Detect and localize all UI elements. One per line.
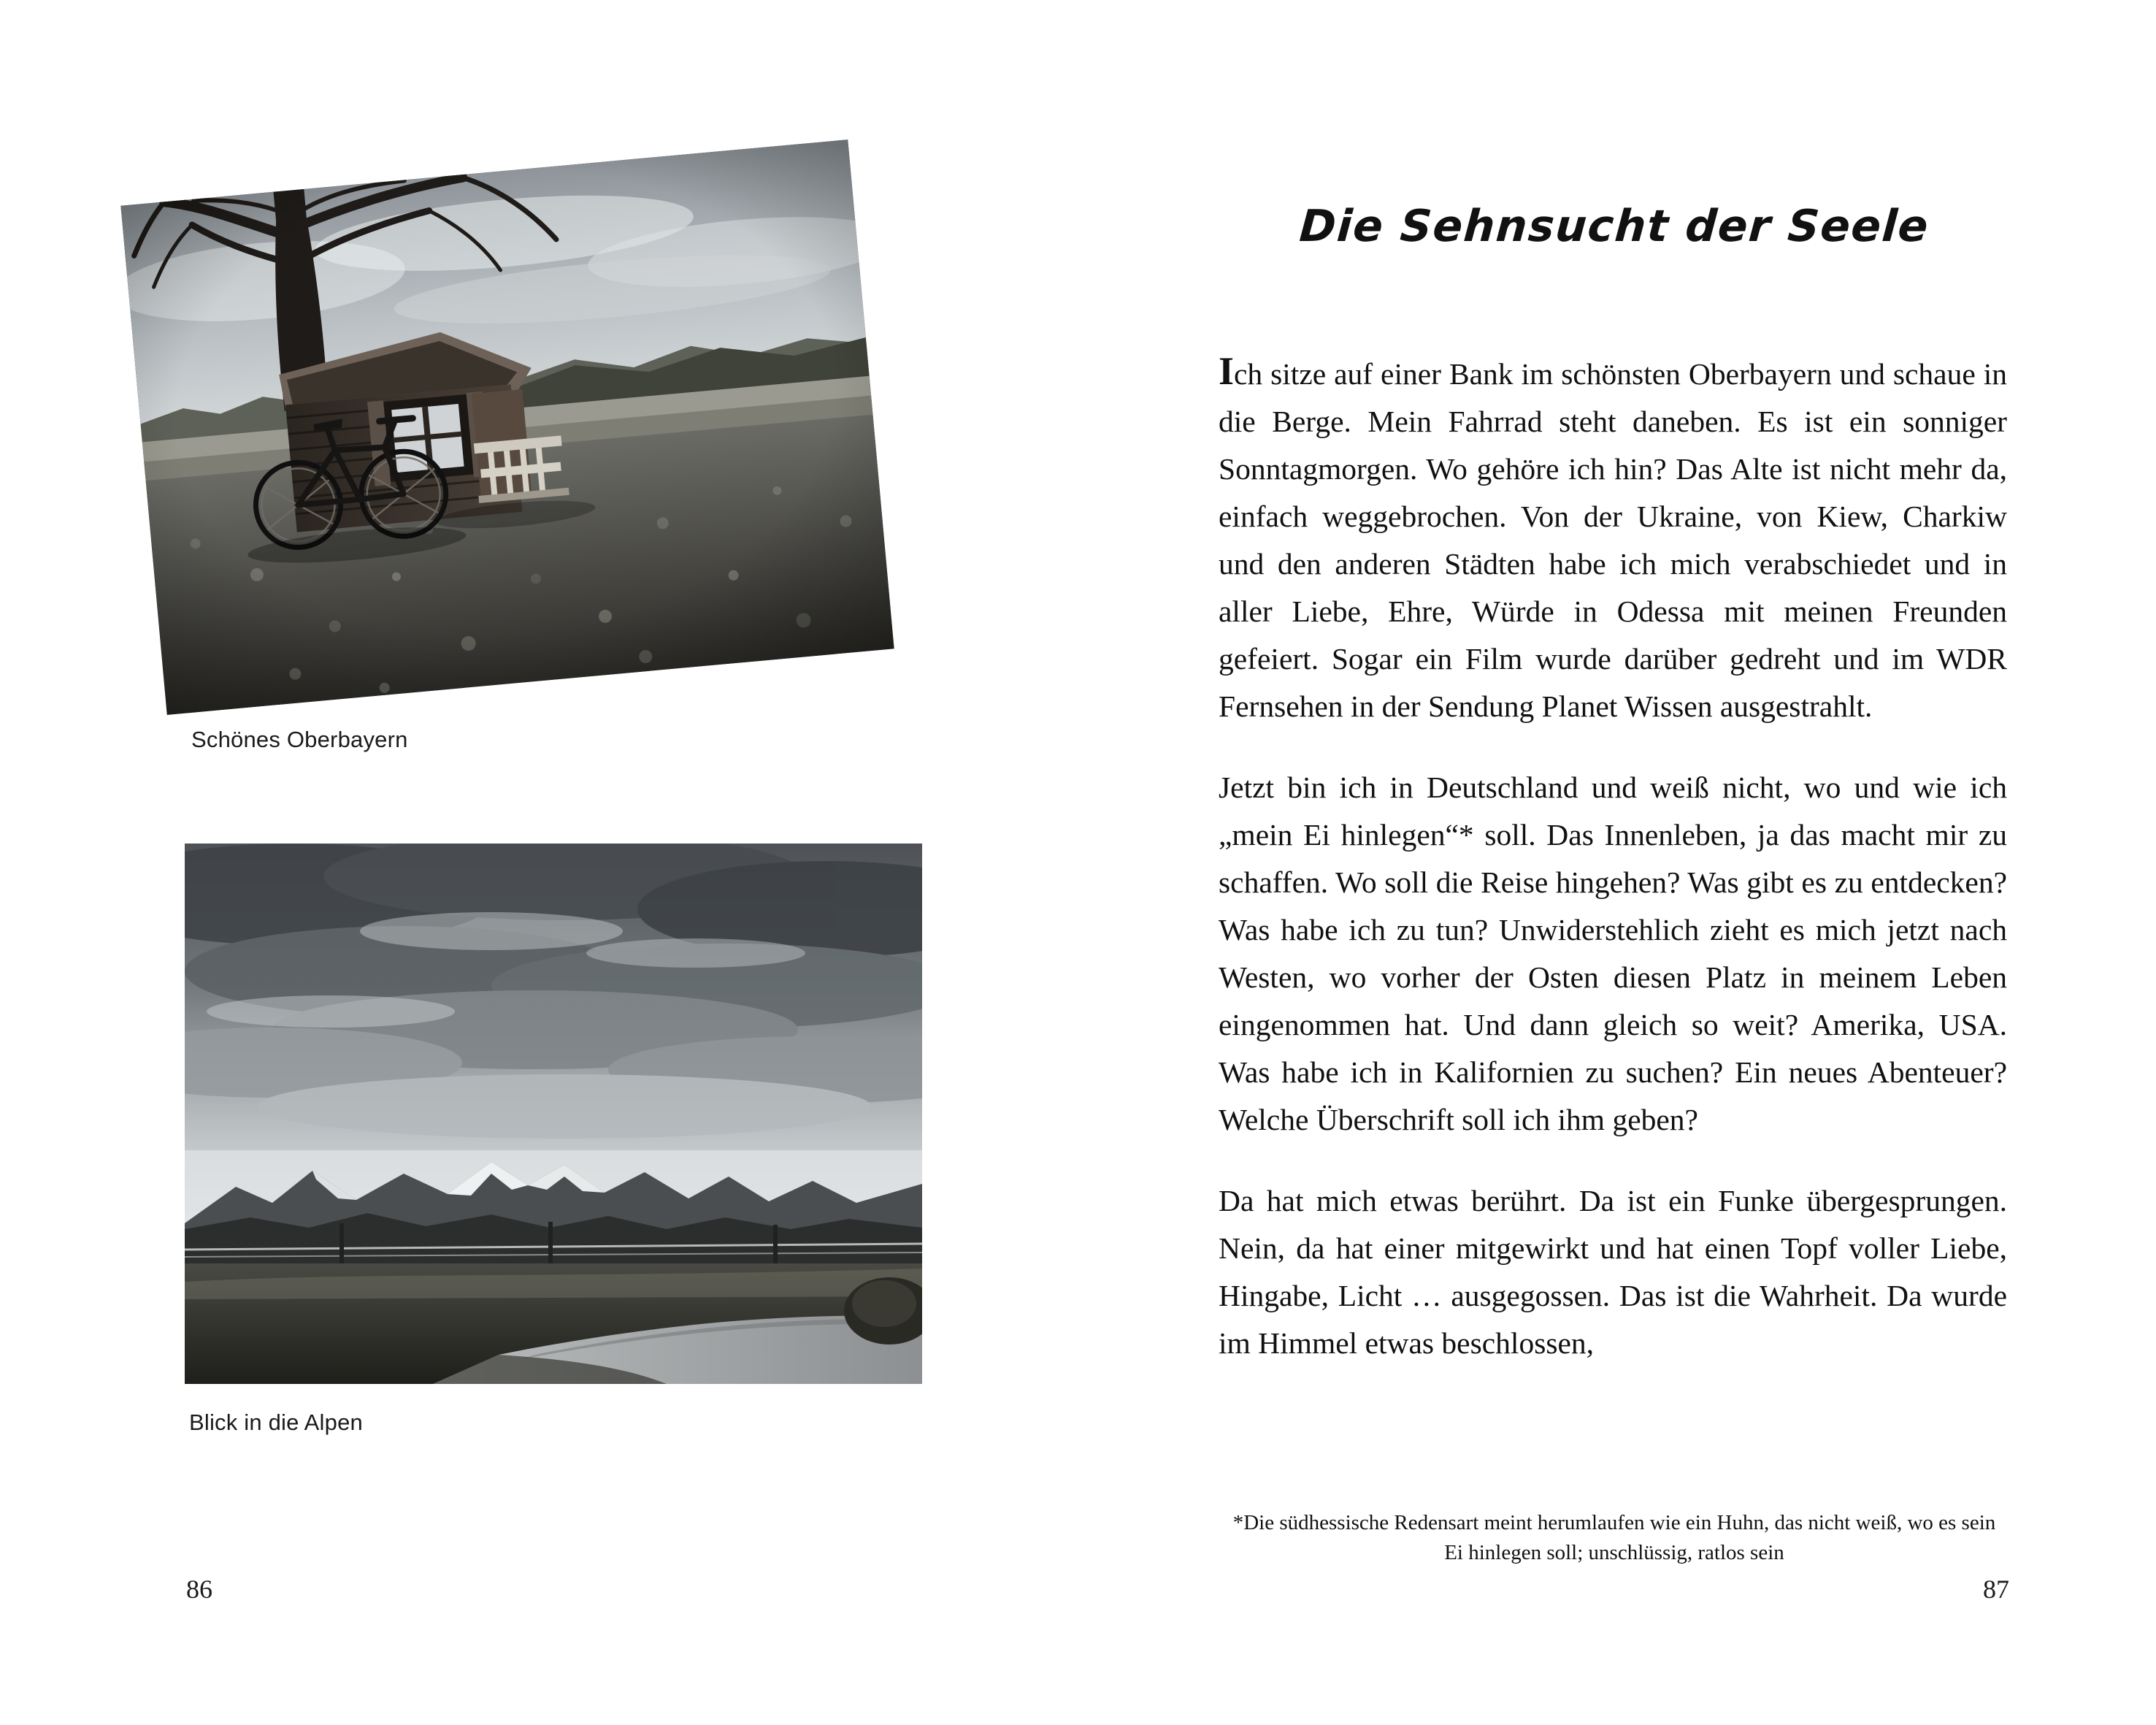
paragraph-2: [1219, 764, 2007, 1144]
figure-caption: Schönes Oberbayern: [191, 727, 408, 752]
hut-with-bicycle-photo: [120, 139, 894, 715]
page-number-right: 87: [1983, 1575, 2009, 1604]
chapter-title: Die Sehnsucht der Seele: [1297, 201, 1931, 252]
footnote: *Die südhessische Redensart meint herumlaufen wie ein Huhn, das nicht weiß, wo es sein Ei hinlegen soll; unschlüssig, ratlos sein: [1232, 1511, 1996, 1564]
paragraph-1: [1219, 351, 2007, 730]
paragraph-3: [1219, 1177, 2007, 1367]
page-number-left: 86: [186, 1575, 212, 1604]
body-text: [1219, 351, 2007, 1401]
figure-alps-view: [185, 844, 922, 1450]
dropcap: I: [1219, 349, 1235, 393]
figure-caption: Blick in die Alpen: [189, 1410, 363, 1435]
alps-view-photo: [185, 844, 922, 1384]
figure-hut-with-bicycle: [142, 172, 916, 778]
paragraph-text: ch sitze auf einer Bank im schönsten Oberbayern und schaue in die Berge. Mein Fahrrad steht daneben. Es ist ein sonniger Sonntagmorgen. Wo gehöre ich hin? Das Alte ist nicht mehr da, einfach weggebrochen. Von der Ukraine, von Kiew, Charkiw und den anderen Städten habe ich mich verabschiedet und in aller Liebe, Ehre, Würde in Odessa mit meinen Freunden gefeiert. Sogar ein Film wurde darüber gedreht und im WDR Fernsehen in der Sendung Planet Wissen ausgestrahlt.: [1219, 357, 2007, 723]
paragraph-text: Da hat mich etwas berührt. Da ist ein Funke übergesprungen. Nein, da hat einer mitgewirkt und hat einen Topf voller Liebe, Hingabe, Licht … ausgegossen. Das ist die Wahrheit. Da wurde im Himmel etwas beschlossen,: [1219, 1184, 2007, 1360]
paragraph-text: Jetzt bin ich in Deutschland und weiß nicht, wo und wie ich „mein Ei hinlegen“* soll. Das Innenleben, ja das macht mir zu schaffen. Wo soll die Reise hingehen? Was gibt es zu entdecken? Was habe ich zu tun? Unwiderstehlich zieht es mich jetzt nach Westen, wo vorher der Osten diesen Platz in meinem Leben eingenommen hat. Und dann gleich so weit? Amerika, USA. Was habe ich in Kalifornien zu suchen? Ein neues Abenteuer? Welche Überschrift soll ich ihm geben?: [1219, 770, 2007, 1136]
right-page: [1078, 0, 2156, 1725]
